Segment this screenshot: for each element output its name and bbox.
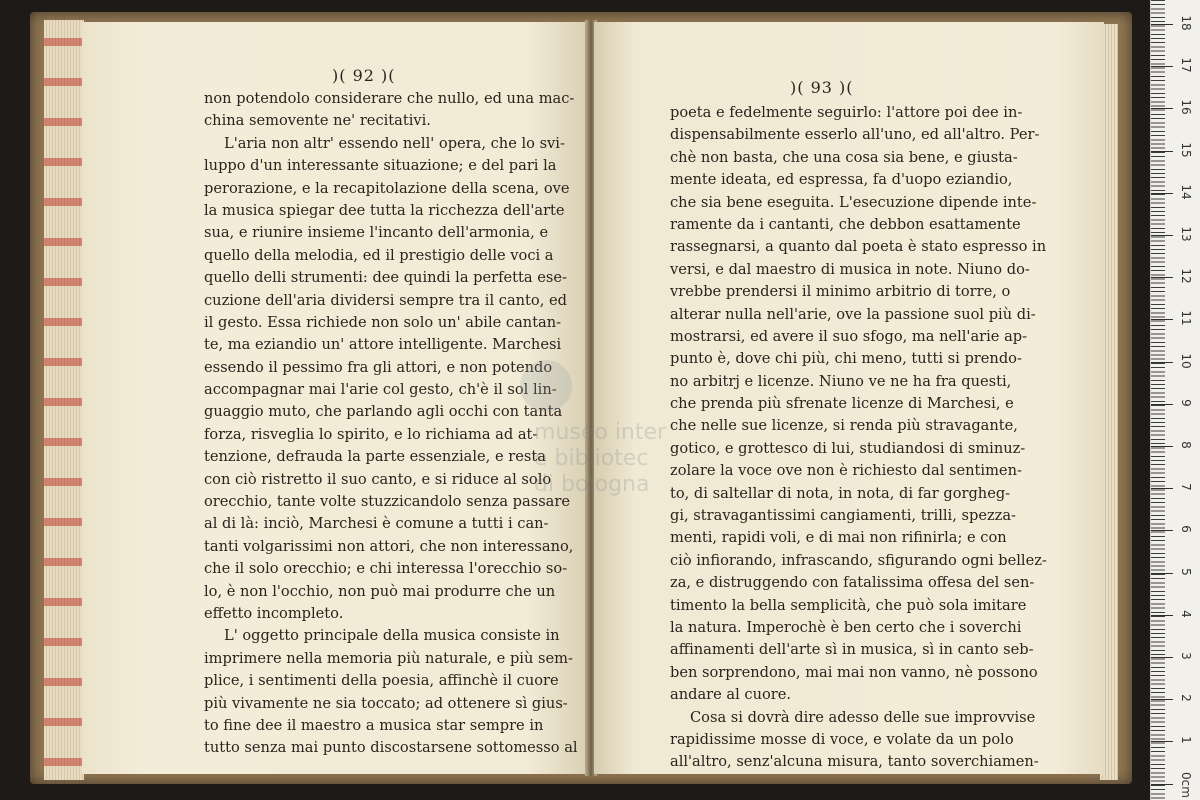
ruler-major-tick bbox=[1151, 404, 1173, 405]
text-line: Cosa si dovrà dire adesso delle sue improvvise bbox=[690, 708, 1036, 726]
text-line: la natura. Imperochè è ben certo che i soverchi bbox=[670, 618, 1022, 636]
text-line: to, di saltellar di nota, in nota, di far gorgheg- bbox=[670, 484, 1011, 502]
left-page-text bbox=[204, 88, 578, 760]
text-line: za, e distruggendo con fatalissima offesa del sen- bbox=[670, 574, 1035, 592]
ruler-major-tick bbox=[1151, 319, 1173, 320]
ruler-major-tick bbox=[1151, 699, 1173, 700]
ruler-label: 12 bbox=[1179, 268, 1193, 284]
ruler-label: 13 bbox=[1179, 226, 1193, 242]
ruler-label: 9 bbox=[1179, 398, 1193, 407]
ruler-label: 3 bbox=[1179, 652, 1193, 660]
ruler-label: 5 bbox=[1179, 567, 1193, 576]
text-line: la musica spiegar dee tutta la ricchezza dell'arte bbox=[204, 201, 565, 219]
ruler-major-tick bbox=[1151, 784, 1173, 785]
text-line: versi, e dal maestro di musica in note. Niuno do- bbox=[670, 260, 1030, 278]
text-line: all'altro, senz'alcuna misura, tanto soverchiamen- bbox=[670, 753, 1039, 771]
text-line: orecchio, tante volte stuzzicandolo senza passare bbox=[204, 493, 570, 511]
ruler-major-tick bbox=[1151, 488, 1173, 489]
left-page-edges bbox=[44, 20, 84, 780]
text-line: te, ma eziandio un' attore intelligente. Marchesi bbox=[204, 336, 562, 354]
ruler-major-ticks bbox=[1151, 0, 1175, 800]
ruler-label: 16 bbox=[1179, 99, 1193, 116]
ruler-major-tick bbox=[1151, 362, 1173, 363]
text-line: alterar nulla nell'arie, ove la passione suol più di- bbox=[670, 305, 1036, 323]
text-line: accompagnar mai l'arie col gesto, ch'è il sol lin- bbox=[204, 381, 557, 399]
text-line: affinamenti dell'arte sì in musica, sì in canto seb- bbox=[670, 641, 1034, 659]
text-line: forza, risveglia lo spirito, e lo richiama ad at- bbox=[204, 425, 538, 443]
measurement-ruler bbox=[1150, 0, 1200, 800]
text-line: luppo d'un interessante situazione; e del pari la bbox=[204, 157, 557, 175]
text-line: cuzione dell'aria dividersi sempre tra il canto, ed bbox=[204, 291, 567, 309]
text-line: che il solo orecchio; e chi interessa l'orecchio so- bbox=[204, 560, 568, 578]
right-page-text bbox=[670, 102, 1047, 774]
ruler-label: 8 bbox=[1179, 441, 1193, 449]
ruler-major-tick bbox=[1151, 615, 1173, 616]
text-line: imprimere nella memoria più naturale, e più sem- bbox=[204, 649, 573, 667]
text-line: ciò infiorando, infrascando, sfigurando ogni bellez- bbox=[670, 551, 1047, 569]
text-line: timento la bella semplicità, che può sola imitare bbox=[670, 596, 1027, 614]
text-line: mostrarsi, ed avere il suo sfogo, ma nell'arie ap- bbox=[670, 327, 1028, 345]
text-line: china semovente ne' recitativi. bbox=[204, 112, 431, 130]
text-line: L' oggetto principale della musica consiste in bbox=[224, 627, 560, 645]
text-line: al di là: inciò, Marchesi è comune a tutti i can- bbox=[204, 515, 549, 533]
ruler-label: 2 bbox=[1179, 694, 1193, 702]
text-line: andare al cuore. bbox=[670, 686, 792, 704]
text-line: effetto incompleto. bbox=[204, 604, 344, 622]
text-line: tutto senza mai punto discostarsene sottomesso al bbox=[204, 739, 578, 757]
text-line: poeta e fedelmente seguirlo: l'attore poi dee in- bbox=[670, 104, 1023, 121]
ruler-label: 10 bbox=[1179, 352, 1193, 369]
ruler-major-tick bbox=[1151, 277, 1173, 278]
ruler-label: 6 bbox=[1179, 525, 1193, 534]
text-line: sua, e riunire insieme l'incanto dell'armonia, e bbox=[204, 224, 549, 242]
left-page-number: )( 92 )( bbox=[332, 66, 396, 85]
text-line: essendo il pessimo fra gli attori, e non potendo bbox=[204, 358, 553, 376]
ruler-major-tick bbox=[1151, 235, 1173, 236]
text-line: gi, stravagantissimi cangiamenti, trilli, spezza- bbox=[670, 507, 1016, 525]
text-line: vrebbe prendersi il minimo arbitrio di torre, o bbox=[670, 283, 1011, 301]
text-line: quello delli strumenti: dee quindi la perfetta ese- bbox=[204, 269, 567, 287]
text-line: menti, rapidi voli, e di mai non rifinirla; e con bbox=[670, 529, 1007, 547]
ruler-label: 11 bbox=[1179, 310, 1193, 327]
text-line: che nelle sue licenze, si renda più stravagante, bbox=[670, 417, 1018, 435]
text-line: ben sorprendono, mai mai non vanno, nè possono bbox=[670, 663, 1038, 681]
text-line: guaggio muto, che parlando agli occhi con tanta bbox=[204, 403, 563, 421]
text-line: gotico, e grottesco di lui, studiandosi di sminuz- bbox=[670, 439, 1026, 457]
ruler-major-tick bbox=[1151, 24, 1173, 25]
text-line: mente ideata, ed espressa, fa d'uopo eziandio, bbox=[670, 171, 1013, 189]
text-line: plice, i sentimenti della poesia, affinchè il cuore bbox=[204, 672, 559, 690]
ruler-major-tick bbox=[1151, 573, 1173, 574]
text-line: non potendolo considerare che nullo, ed una mac- bbox=[204, 90, 575, 107]
text-line: punto è, dove chi più, chi meno, tutti si prendo- bbox=[670, 350, 1022, 368]
watermark-line-2: e bibliotec bbox=[534, 446, 649, 471]
text-line: che prenda più sfrenate licenze di Marchesi, e bbox=[670, 395, 1014, 413]
ruler-major-tick bbox=[1151, 66, 1173, 67]
text-line: no arbitrj e licenze. Niuno ve ne ha fra questi, bbox=[670, 372, 1012, 390]
ruler-label: 17 bbox=[1179, 57, 1193, 73]
watermark-line-3: di bologna bbox=[534, 472, 650, 497]
ruler-major-tick bbox=[1151, 446, 1173, 447]
ruler-label: 7 bbox=[1179, 483, 1193, 491]
ruler-label: 0cm bbox=[1179, 771, 1193, 798]
watermark-line-1: museo inter bbox=[534, 420, 667, 445]
text-line: il gesto. Essa richiede non solo un' abile cantan- bbox=[204, 313, 562, 331]
ruler-major-tick bbox=[1151, 741, 1173, 742]
text-line: chè non basta, che una cosa sia bene, e giusta- bbox=[670, 148, 1018, 166]
ruler-label: 14 bbox=[1179, 184, 1193, 200]
right-page bbox=[594, 22, 1104, 774]
text-line: quello della melodia, ed il prestigio delle voci a bbox=[204, 246, 554, 264]
text-line: lo, è non l'occhio, non può mai produrre che un bbox=[204, 582, 556, 600]
text-line: più vivamente ne sia toccato; ad ottenere sì gius- bbox=[204, 694, 568, 712]
text-line: perorazione, e la recapitolazione della scena, ove bbox=[204, 179, 570, 197]
ruler-major-tick bbox=[1151, 530, 1173, 531]
left-page bbox=[82, 22, 588, 774]
text-line: rassegnarsi, a quanto dal poeta è stato espresso in bbox=[670, 238, 1047, 256]
text-line: tanti volgarissimi non attori, che non interessano, bbox=[204, 537, 574, 555]
text-line: dispensabilmente esserlo all'uno, ed all'altro. Per- bbox=[670, 126, 1040, 144]
ruler-major-tick bbox=[1151, 151, 1173, 152]
ruler-label: 15 bbox=[1179, 141, 1193, 158]
ruler-label: 4 bbox=[1179, 609, 1193, 618]
ruler-label: 18 bbox=[1179, 15, 1193, 31]
text-line: zolare la voce ove non è richiesto dal sentimen- bbox=[670, 462, 1022, 480]
text-line: con ciò ristretto il suo canto, e si riduce al solo bbox=[204, 470, 552, 488]
text-line: ramente da i cantanti, che debbon esattamente bbox=[670, 215, 1021, 233]
text-line: che sia bene eseguita. L'esecuzione dipende inte- bbox=[670, 193, 1037, 211]
text-line: L'aria non altr' essendo nell' opera, che lo svi- bbox=[224, 134, 565, 152]
text-line: tenzione, defrauda la parte essenziale, e resta bbox=[204, 448, 546, 466]
ruler-major-tick bbox=[1151, 657, 1173, 658]
right-page-number: )( 93 )( bbox=[790, 78, 854, 97]
ruler-major-tick bbox=[1151, 193, 1173, 194]
ruler-label: 1 bbox=[1179, 736, 1193, 745]
text-line: to fine dee il maestro a musica star sempre in bbox=[204, 716, 544, 734]
text-line: rapidissime mosse di voce, e volate da un polo bbox=[670, 730, 1014, 748]
ruler-major-tick bbox=[1151, 108, 1173, 109]
